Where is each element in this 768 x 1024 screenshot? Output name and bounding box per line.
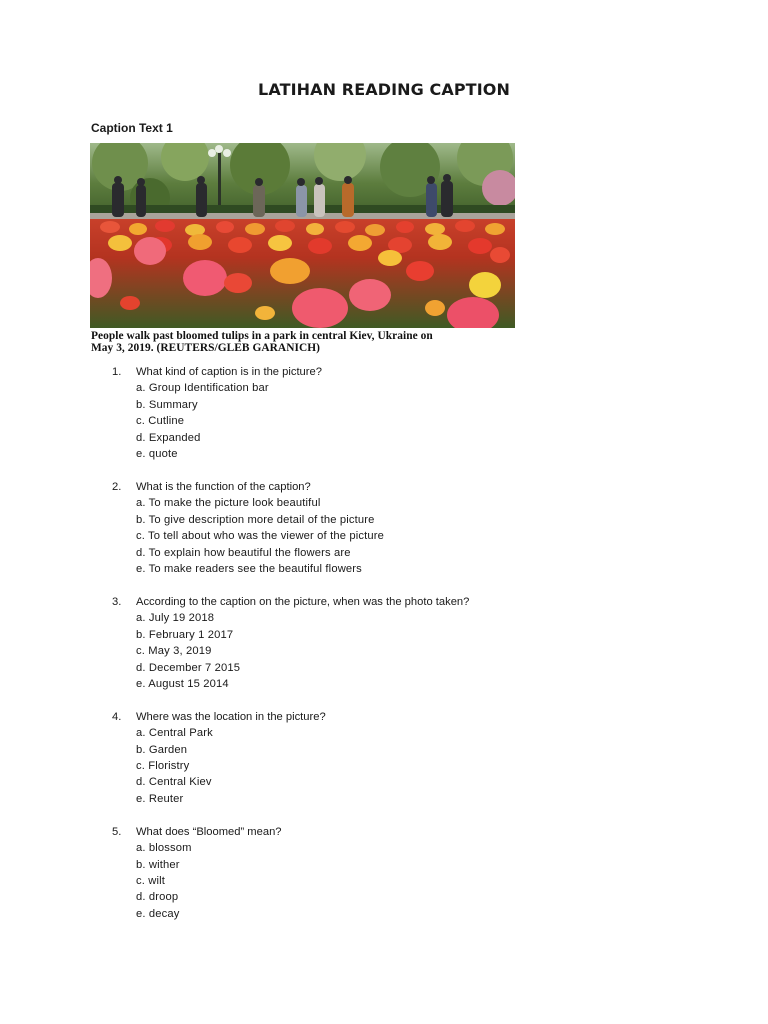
answer-option: c. Floristry <box>136 760 190 773</box>
option-list <box>136 495 672 577</box>
answer-option: c. wilt <box>136 874 166 887</box>
answer-option: d. Expanded <box>136 431 201 444</box>
option-list <box>136 610 672 692</box>
question-list <box>112 364 672 939</box>
question-text: According to the caption on the picture, when was the photo taken? <box>136 595 470 608</box>
question-number: 3. <box>112 595 122 608</box>
answer-option: d. Central Kiev <box>136 776 212 789</box>
option-list <box>136 840 672 922</box>
question-item <box>112 364 672 462</box>
question-item <box>112 824 672 922</box>
question-item <box>112 709 672 807</box>
question-text: What does “Bloomed” mean? <box>136 825 282 838</box>
option-list <box>136 380 672 462</box>
answer-option: e. August 15 2014 <box>136 677 229 690</box>
answer-option: b. Garden <box>136 743 188 756</box>
tulip-photo <box>90 143 515 328</box>
answer-option: c. To tell about who was the viewer of the picture <box>136 530 384 543</box>
answer-option: b. To give description more detail of the picture <box>136 513 375 526</box>
answer-option: e. quote <box>136 448 178 461</box>
section-heading: Caption Text 1 <box>91 121 173 135</box>
answer-option: b. Summary <box>136 398 198 411</box>
answer-option: e. Reuter <box>136 792 184 805</box>
photo-caption-line: People walk past bloomed tulips in a park in central Kiev, Ukraine on <box>91 330 433 342</box>
answer-option: c. Cutline <box>136 415 185 428</box>
answer-option: d. droop <box>136 891 179 904</box>
question-item <box>112 594 672 692</box>
photo-caption <box>91 330 515 354</box>
question-text: What is the function of the caption? <box>136 480 311 493</box>
answer-option: b. wither <box>136 858 180 871</box>
option-list <box>136 725 672 807</box>
tulip-photo-illustration <box>90 143 515 328</box>
question-number: 4. <box>112 710 122 723</box>
answer-option: a. Central Park <box>136 727 213 740</box>
answer-option: a. Group Identification bar <box>136 382 269 395</box>
question-text: What kind of caption is in the picture? <box>136 366 322 378</box>
photo-caption-line: May 3, 2019. (REUTERS/GLEB GARANICH) <box>91 342 320 354</box>
answer-option: a. July 19 2018 <box>136 612 215 625</box>
answer-option: a. blossom <box>136 842 192 855</box>
answer-option: e. decay <box>136 907 180 920</box>
question-item <box>112 479 672 577</box>
captioned-photo <box>90 143 515 354</box>
question-number: 1. <box>112 366 122 378</box>
answer-option: e. To make readers see the beautiful flowers <box>136 562 362 575</box>
question-number: 2. <box>112 480 122 493</box>
page-title: LATIHAN READING CAPTION <box>258 80 510 99</box>
question-text: Where was the location in the picture? <box>136 710 326 723</box>
answer-option: b. February 1 2017 <box>136 628 234 641</box>
question-number: 5. <box>112 825 122 838</box>
answer-option: d. December 7 2015 <box>136 661 241 674</box>
answer-option: d. To explain how beautiful the flowers are <box>136 546 351 559</box>
answer-option: a. To make the picture look beautiful <box>136 497 321 510</box>
answer-option: c. May 3, 2019 <box>136 645 212 658</box>
